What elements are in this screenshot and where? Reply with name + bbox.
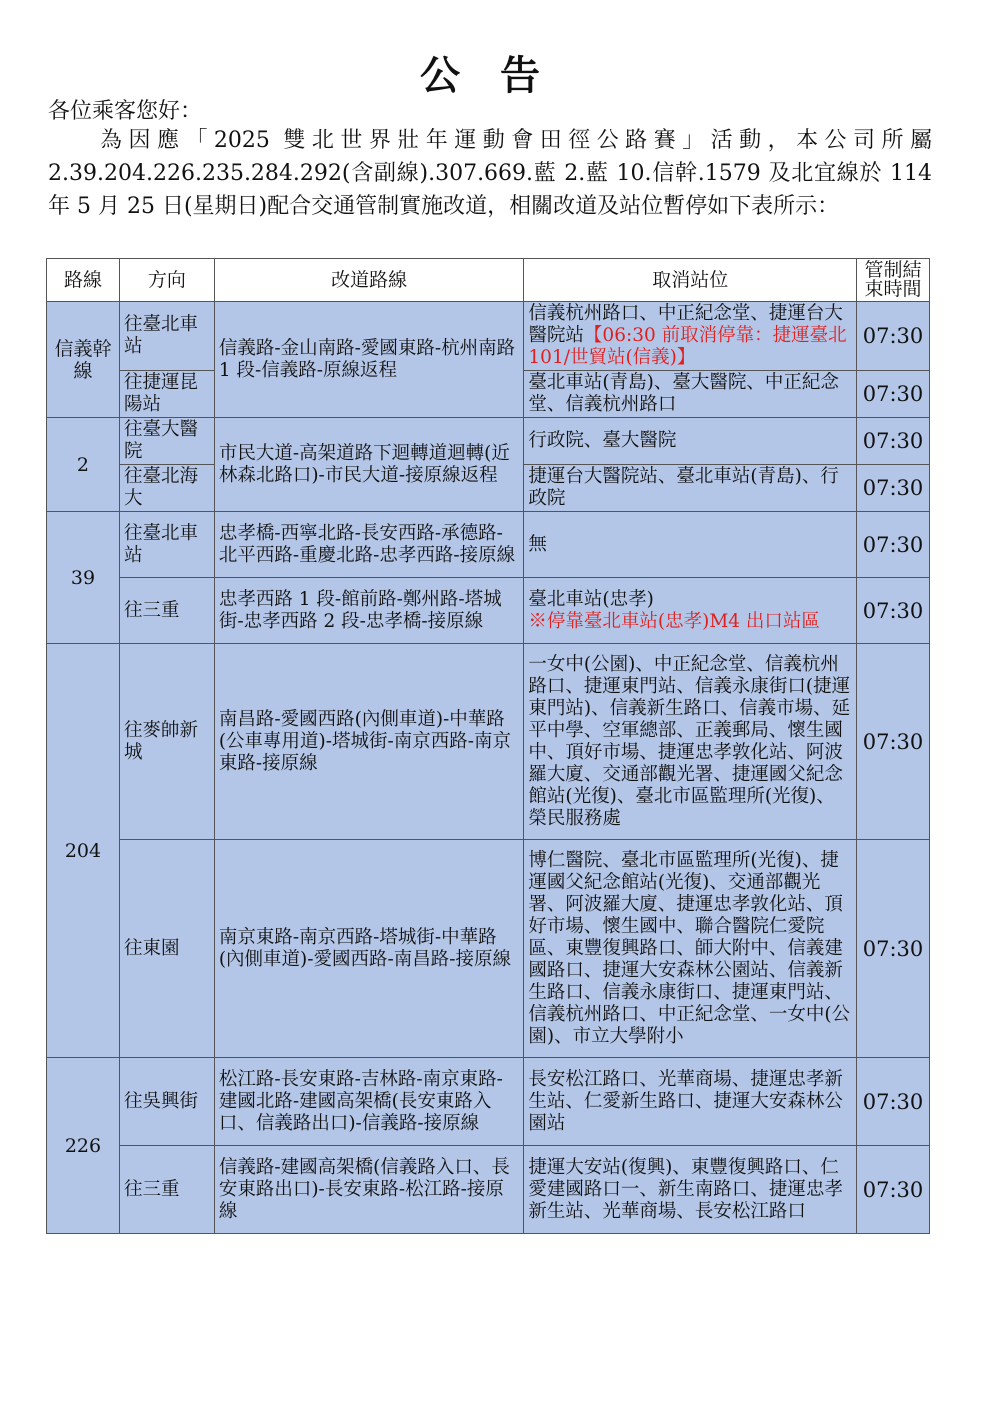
table-row <box>47 1058 930 1146</box>
table-row <box>47 418 930 465</box>
detour-cell: 松江路-長安東路-吉林路-南京東路-建國北路-建國高架橋(長安東路入口、信義路出口)-信義路-接原線 <box>214 1058 524 1146</box>
time-cell: 07:30 <box>856 1146 929 1234</box>
header-cancel: 取消站位 <box>524 259 857 302</box>
cancel-cell: 捷運大安站(復興)、東豐復興路口、仁愛建國路口一、新生南路口、捷運忠孝新生站、光華商場、長安松江路口 <box>524 1146 857 1234</box>
table-row <box>47 644 930 840</box>
cancel-text: 信義杭州路口、中正紀念堂、捷運台大醫院站 <box>528 303 843 346</box>
cancel-cell: 博仁醫院、臺北市區監理所(光復)、捷運國父紀念館站(光復)、交通部觀光署、阿波羅大廈、捷運忠孝敦化站、頂好市場、懷生國中、聯合醫院仁愛院區、東豐復興路口、師大附中、信義建國路口、捷運大安森林公園站、信義新生路口、信義永康街口、捷運東門站、信義杭州路口、中正紀念堂、一女中(公園)、市立大學附小 <box>524 840 857 1058</box>
time-cell: 07:30 <box>856 1058 929 1146</box>
header-route: 路線 <box>47 259 120 302</box>
direction-cell: 往三重 <box>119 578 214 644</box>
cancel-text: 臺北車站(忠孝) <box>528 588 654 610</box>
notice-paragraph: 為因應「2025 雙北世界壯年運動會田徑公路賽」活動，本公司所屬 2.39.204.226.235.284.292(含副線).307.669.藍 2.藍 10.信幹.1579 及北宜線於 114 年 5 月 25 日(星期日)配合交通管制實施改道，相關改道及站位暫停如下表所示： <box>48 128 932 219</box>
detour-cell: 信義路-金山南路-愛國東路-杭州南路 1 段-信義路-原線返程 <box>214 302 524 418</box>
time-cell: 07:30 <box>856 418 929 465</box>
cancel-note: ※停靠臺北車站(忠孝)M4 出口站區 <box>528 610 820 632</box>
direction-cell: 往麥帥新城 <box>119 644 214 840</box>
time-cell: 07:30 <box>856 512 929 578</box>
table-row <box>47 1146 930 1234</box>
direction-cell: 往臺北海大 <box>119 465 214 512</box>
route-cell: 204 <box>47 644 120 1058</box>
time-cell: 07:30 <box>856 465 929 512</box>
header-direction: 方向 <box>119 259 214 302</box>
cancel-cell <box>524 302 857 371</box>
detour-cell: 忠孝西路 1 段-館前路-鄭州路-塔城街-忠孝西路 2 段-忠孝橋-接原線 <box>214 578 524 644</box>
cancel-cell: 長安松江路口、光華商場、捷運忠孝新生站、仁愛新生路口、捷運大安森林公園站 <box>524 1058 857 1146</box>
cancel-cell: 一女中(公園)、中正紀念堂、信義杭州路口、捷運東門站、信義永康街口(捷運東門站)、信義新生路口、信義市場、延平中學、空軍總部、正義郵局、懷生國中、頂好市場、捷運忠孝敦化站、阿波羅大廈、交通部觀光署、捷運國父紀念館站(光復)、臺北市區監理所(光復)、榮民服務處 <box>524 644 857 840</box>
table-row <box>47 840 930 1058</box>
direction-cell: 往東園 <box>119 840 214 1058</box>
greeting: 各位乘客您好： <box>48 99 203 124</box>
route-cell: 226 <box>47 1058 120 1234</box>
cancel-cell: 行政院、臺大醫院 <box>524 418 857 465</box>
time-cell: 07:30 <box>856 302 929 371</box>
time-cell: 07:30 <box>856 578 929 644</box>
detour-cell: 南昌路-愛國西路(內側車道)-中華路(公車專用道)-塔城街-南京西路-南京東路-接原線 <box>214 644 524 840</box>
direction-cell: 往臺大醫院 <box>119 418 214 465</box>
cancel-note: 【06:30 前取消停靠：捷運臺北 101/世貿站(信義)】 <box>528 325 847 368</box>
table-header-row <box>47 259 930 302</box>
table-row <box>47 512 930 578</box>
direction-cell: 往臺北車站 <box>119 302 214 371</box>
header-detour: 改道路線 <box>214 259 524 302</box>
page-title: 公告 <box>420 53 580 99</box>
cancel-cell: 無 <box>524 512 857 578</box>
route-cell: 39 <box>47 512 120 644</box>
cancel-cell <box>524 578 857 644</box>
time-cell: 07:30 <box>856 371 929 418</box>
detour-cell: 忠孝橋-西寧北路-長安西路-承德路-北平西路-重慶北路-忠孝西路-接原線 <box>214 512 524 578</box>
cancel-cell: 捷運台大醫院站、臺北車站(青島)、行政院 <box>524 465 857 512</box>
time-cell: 07:30 <box>856 840 929 1058</box>
direction-cell: 往捷運昆陽站 <box>119 371 214 418</box>
direction-cell: 往三重 <box>119 1146 214 1234</box>
route-cell: 信義幹線 <box>47 302 120 418</box>
direction-cell: 往吳興街 <box>119 1058 214 1146</box>
time-cell: 07:30 <box>856 644 929 840</box>
route-cell: 2 <box>47 418 120 512</box>
detour-cell: 南京東路-南京西路-塔城街-中華路(內側車道)-愛國西路-南昌路-接原線 <box>214 840 524 1058</box>
detour-cell: 市民大道-高架道路下迴轉道迴轉(近林森北路口)-市民大道-接原線返程 <box>214 418 524 512</box>
table-row <box>47 302 930 371</box>
table-row <box>47 578 930 644</box>
detour-cell: 信義路-建國高架橋(信義路入口、長安東路出口)-長安東路-松江路-接原線 <box>214 1146 524 1234</box>
header-end-time: 管制結束時間 <box>856 259 929 302</box>
direction-cell: 往臺北車站 <box>119 512 214 578</box>
cancel-cell: 臺北車站(青島)、臺大醫院、中正紀念堂、信義杭州路口 <box>524 371 857 418</box>
detour-table <box>46 258 930 1234</box>
